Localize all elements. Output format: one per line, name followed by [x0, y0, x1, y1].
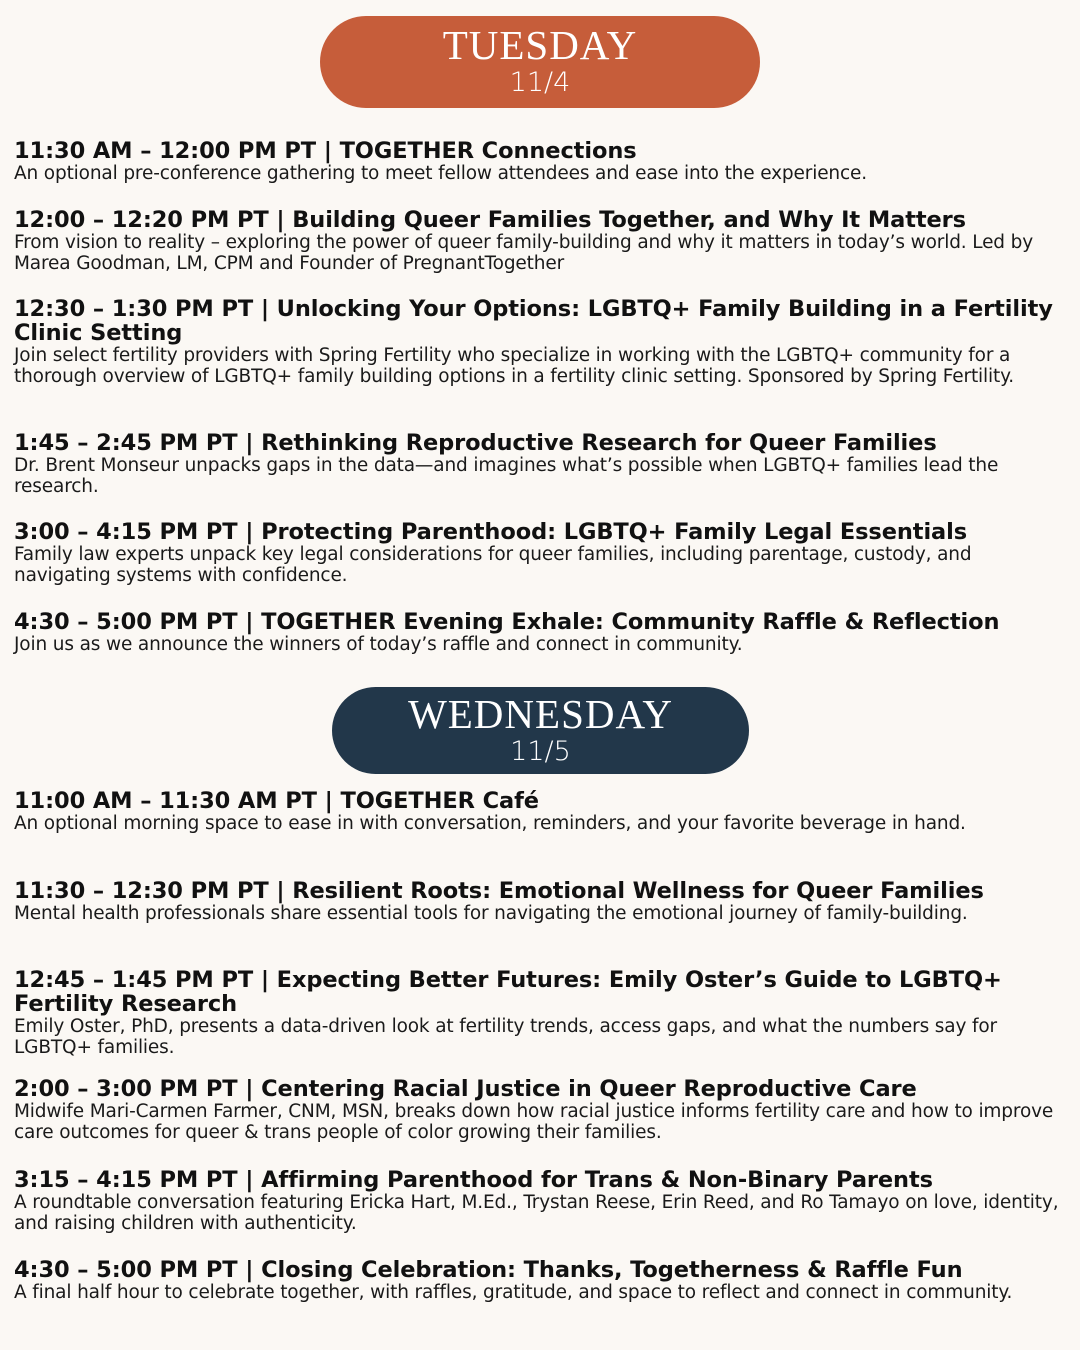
- session-title: 3:15 – 4:15 PM PT | Affirming Parenthood for Trans & Non-Binary Parents: [14, 1167, 933, 1193]
- session-description: Join us as we announce the winners of today’s raffle and connect in community.: [14, 634, 743, 655]
- session-description: An optional pre-conference gathering to meet fellow attendees and ease into the experience.: [14, 163, 867, 184]
- session-title: 11:30 – 12:30 PM PT | Resilient Roots: Emotional Wellness for Queer Families: [14, 878, 984, 904]
- session-description: Join select fertility providers with Spring Fertility who specialize in working with the LGBTQ+ community for a thorough overview of LGBTQ+ family building options in a fertility clinic setting. Sponsored by Spring Fertility.: [14, 345, 1015, 387]
- session-title: 4:30 – 5:00 PM PT | TOGETHER Evening Exhale: Community Raffle & Reflection: [14, 609, 1000, 635]
- session-description: Midwife Mari-Carmen Farmer, CNM, MSN, breaks down how racial justice informs fertility care and how to improve care outcomes for queer & trans people of color growing their families.: [14, 1101, 1054, 1143]
- session-item: [14, 879, 1070, 924]
- session-item: [14, 1258, 1070, 1303]
- session-description: An optional morning space to ease in with conversation, reminders, and your favorite beverage in hand.: [14, 813, 966, 834]
- session-item: [14, 1168, 1070, 1234]
- session-description: Family law experts unpack key legal considerations for queer families, including parentage, custody, and navigating systems with confidence.: [14, 544, 972, 586]
- session-description: A roundtable conversation featuring Ericka Hart, M.Ed., Trystan Reese, Erin Reed, and Ro Tamayo on love, identity, and raising children with authenticity.: [14, 1192, 1059, 1234]
- session-description: A final half hour to celebrate together, with raffles, gratitude, and space to reflect and connect in community.: [14, 1282, 1013, 1303]
- session-item: [14, 789, 1070, 834]
- session-title: 4:30 – 5:00 PM PT | Closing Celebration: Thanks, Togetherness & Raffle Fun: [14, 1257, 963, 1283]
- session-item: [14, 431, 1070, 497]
- session-item: [14, 297, 1070, 387]
- session-title: 12:00 – 12:20 PM PT | Building Queer Families Together, and Why It Matters: [14, 207, 966, 233]
- session-description: From vision to reality – exploring the power of queer family-building and why it matters in today’s world. Led by Marea Goodman, LM, CPM and Founder of PregnantTogether: [14, 232, 1034, 274]
- session-title: 11:30 AM – 12:00 PM PT | TOGETHER Connections: [14, 138, 637, 164]
- session-item: [14, 610, 1070, 655]
- session-item: [14, 1077, 1070, 1143]
- wednesday-header-pill: [332, 687, 749, 774]
- session-description: Emily Oster, PhD, presents a data-driven look at fertility trends, access gaps, and what the numbers say for LGBTQ+ families.: [14, 1016, 997, 1058]
- day-date: 11/5: [510, 736, 571, 767]
- session-item: [14, 520, 1070, 586]
- session-title: 2:00 – 3:00 PM PT | Centering Racial Justice in Queer Reproductive Care: [14, 1076, 917, 1102]
- tuesday-header-pill: [320, 16, 760, 108]
- session-title: 12:45 – 1:45 PM PT | Expecting Better Futures: Emily Oster’s Guide to LGBTQ+ Fertility Research: [14, 967, 1002, 1017]
- session-title: 12:30 – 1:30 PM PT | Unlocking Your Options: LGBTQ+ Family Building in a Fertility Clinic Setting: [14, 296, 1053, 346]
- session-description: Dr. Brent Monseur unpacks gaps in the data—and imagines what’s possible when LGBTQ+ families lead the research.: [14, 455, 999, 497]
- session-item: [14, 139, 1070, 184]
- day-name: TUESDAY: [442, 22, 638, 68]
- session-item: [14, 208, 1070, 274]
- day-date: 11/4: [509, 67, 571, 98]
- day-name: WEDNESDAY: [408, 691, 673, 737]
- session-item: [14, 968, 1070, 1058]
- session-title: 11:00 AM – 11:30 AM PT | TOGETHER Café: [14, 788, 539, 814]
- session-title: 3:00 – 4:15 PM PT | Protecting Parenthood: LGBTQ+ Family Legal Essentials: [14, 519, 968, 545]
- session-description: Mental health professionals share essential tools for navigating the emotional journey of family-building.: [14, 903, 968, 924]
- session-title: 1:45 – 2:45 PM PT | Rethinking Reproductive Research for Queer Families: [14, 430, 937, 456]
